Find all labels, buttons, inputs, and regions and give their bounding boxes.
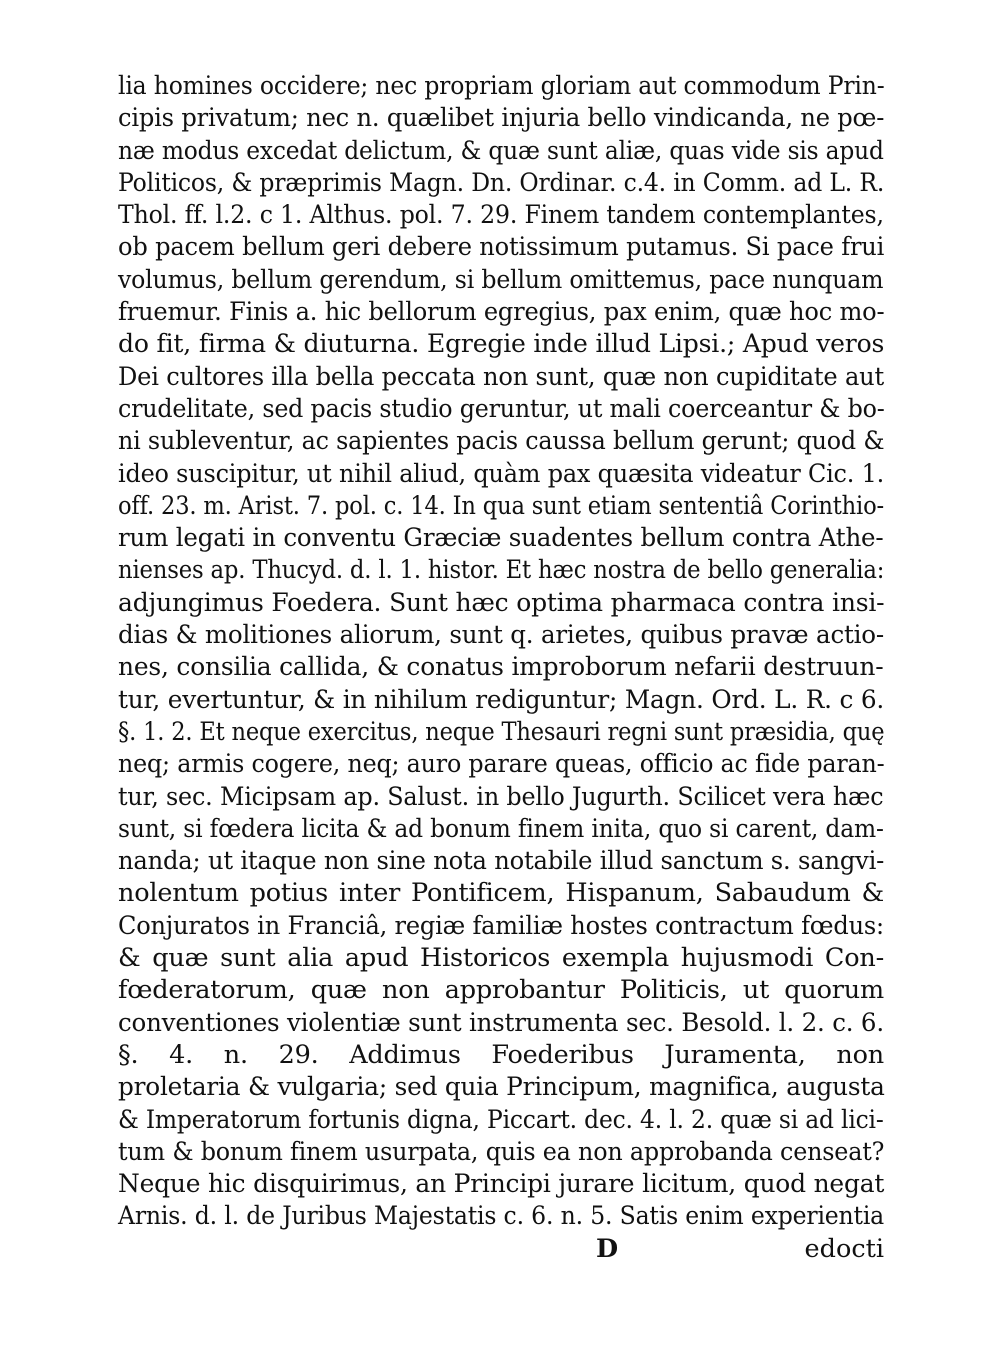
- text-line: crudelitate, sed pacis studio geruntur, ut mali coerceantur & bo-: [118, 393, 885, 424]
- text-line: tur, evertuntur, & in nihilum rediguntur; Magn. Ord. L. R. c 6.: [118, 684, 885, 715]
- text-line: adjungimus Foedera. Sunt hæc optima pharmaca contra insi-: [118, 587, 885, 618]
- text-line: tur, sec. Micipsam ap. Salust. in bello Jugurth. Scilicet vera hæc: [118, 781, 884, 812]
- text-line: sunt, si fœdera licita & ad bonum finem inita, quo si carent, dam-: [118, 813, 884, 844]
- text-line: lia homines occidere; nec propriam gloriam aut commodum Prin-: [118, 71, 885, 101]
- text-line: off. 23. m. Arist. 7. pol. c. 14. In qua sunt etiam sententiâ Corinthio-: [118, 490, 884, 521]
- text-line: ob pacem bellum geri debere notissimum putamus. Si pace frui: [118, 232, 885, 263]
- text-line: do fit, firma & diuturna. Egregie inde illud Lipsi.; Apud veros: [118, 329, 885, 360]
- text-line: nanda; ut itaque non sine nota notabile illud sanctum s. sangvi-: [118, 846, 885, 877]
- text-line: næ modus excedat delictum, & quæ sunt aliæ, quas vide sis apud: [118, 135, 884, 166]
- signature-mark: D: [596, 1234, 619, 1264]
- text-line: cipis privatum; nec n. quælibet injuria bello vindicanda, ne pœ-: [118, 103, 885, 134]
- text-line: dias & molitiones aliorum, sunt q. arietes, quibus pravæ actio-: [118, 620, 884, 651]
- text-line: nienses ap. Thucyd. d. l. 1. histor. Et hæc nostra de bello generalia:: [118, 555, 885, 586]
- text-line: ideo suscipitur, ut nihil aliud, quàm pax quæsita videatur Cic. 1.: [118, 458, 885, 489]
- text-line: proletaria & vulgaria; sed quia Principum, magnifica, augusta: [118, 1072, 885, 1103]
- text-line: volumus, bellum gerendum, si bellum omittemus, pace nunquam: [118, 264, 884, 295]
- text-line: Conjuratos in Franciâ, regiæ familiæ hostes contractum fœdus:: [118, 910, 884, 941]
- text-line: Politicos, & præprimis Magn. Dn. Ordinar. c.4. in Comm. ad L. R.: [118, 167, 885, 198]
- text-line: fruemur. Finis a. hic bellorum egregius, pax enim, quæ hoc mo-: [118, 297, 885, 328]
- text-line: ni subleventur, ac sapientes pacis caussa bellum gerunt; quod &: [118, 426, 885, 457]
- text-line: fœderatorum, quæ non approbantur Politicis, ut quorum: [118, 975, 884, 1006]
- page-body-text: [118, 70, 884, 1233]
- text-line: nes, consilia callida, & conatus improborum nefarii destruun-: [118, 652, 884, 683]
- text-line: neq; armis cogere, neq; auro parare queas, officio ac fide paran-: [118, 749, 885, 780]
- text-line: nolentum potius inter Pontificem, Hispanum, Sabaudum &: [118, 878, 884, 909]
- text-line: Dei cultores illa bella peccata non sunt, quæ non cupiditate aut: [118, 361, 885, 392]
- text-line: & Imperatorum fortunis digna, Piccart. dec. 4. l. 2. quæ si ad lici-: [118, 1104, 884, 1135]
- text-line: conventiones violentiæ sunt instrumenta sec. Besold. l. 2. c. 6.: [118, 1007, 884, 1038]
- text-line: & quæ sunt alia apud Historicos exempla hujusmodi Con-: [118, 943, 884, 974]
- text-line: rum legati in conventu Græciæ suadentes bellum contra Athe-: [118, 523, 884, 554]
- text-line: tum & bonum finem usurpata, quis ea non approbanda censeat?: [118, 1136, 885, 1167]
- catchword: edocti: [804, 1234, 884, 1264]
- text-line: Neque hic disquirimus, an Principi jurare licitum, quod negat: [118, 1169, 885, 1200]
- text-line: §. 4. n. 29. Addimus Foederibus Juramenta, non: [118, 1039, 884, 1070]
- text-line: §. 1. 2. Et neque exercitus, neque Thesauri regni sunt præsidia, quę: [118, 716, 885, 747]
- text-line: Thol. ff. l.2. c 1. Althus. pol. 7. 29. Finem tandem contemplantes,: [118, 200, 884, 231]
- text-line: Arnis. d. l. de Juribus Majestatis c. 6. n. 5. Satis enim experientia: [118, 1201, 885, 1232]
- page-footer: [118, 1234, 884, 1274]
